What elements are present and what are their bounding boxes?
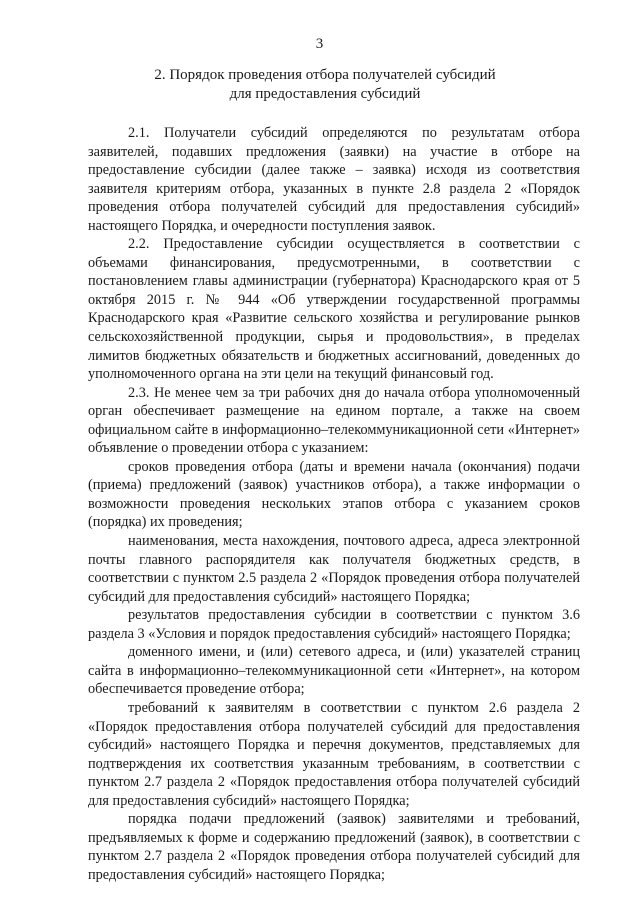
page-number: 3 (315, 36, 324, 52)
document-body (88, 124, 580, 884)
list-item-contacts: наименования, места нахождения, почтового адреса, адреса электронной почты главного распорядителя как получателя бюджетных средств, в соответствии с пунктом 2.5 раздела 2 «Порядок проведения отбора получателей субсидий для предоставления субсидий» настоящего Порядка; (88, 533, 580, 605)
list-item-submission-order: порядка подачи предложений (заявок) заявителями и требований, предъявляемых к форме и содержанию предложений (заявок), в соответствии с пунктом 2.7 раздела 2 «Порядок проведения отбора получателей субсидий для предоставления субсидий» настоящего Порядка; (88, 811, 580, 883)
list-item-results: результатов предоставления субсидии в соответствии с пунктом 3.6 раздела 3 «Условия и порядок предоставления субсидий» настоящего Порядка; (88, 607, 580, 642)
list-item-requirements: требований к заявителям в соответствии с пунктом 2.6 раздела 2 «Порядок предоставления отбора получателей субсидий для предоставления субсидий» настоящего Порядка и перечня документов, представляемых для подтверждения их соответствия указанным требованиям, в соответствии с пунктом 2.7 раздела 2 «Порядок предоставления отбора получателей субсидий для предоставления субсидий» настоящего Порядка; (88, 699, 580, 809)
paragraph-2-1: 2.1. Получатели субсидий определяются по результатам отбора заявителей, подавших предложения (заявки) на участие в отборе на предоставление субсидии (далее также – заявка) исходя из соответствия заявителя критериям отбора, указанных в пункте 2.8 раздела 2 «Порядок проведения отбора получателей субсидий для предоставления субсидий» настоящего Порядка, и очередности поступления заявок. (88, 125, 580, 234)
section-heading-line-1: 2. Порядок проведения отбора получателей субсидий (154, 67, 496, 83)
section-heading-line-2: для предоставления субсидий (229, 86, 421, 102)
paragraph-2-2: 2.2. Предоставление субсидии осуществляется в соответствии с объемами финансирования, предусмотренными, в соответствии с постановлением главы администрации (губернатора) Краснодарского края от 5 октября 2015 г. № 944 «Об утверждении государственной программы Краснодарского края «Развитие сельского хозяйства и регулирование рынков сельскохозяйственной продукции, сырья и продовольствия», в пределах лимитов бюджетных обязательств и бюджетных ассигнований, доведенных до уполномоченного органа на эти цели на текущий финансовый год. (88, 236, 580, 383)
paragraph-2-3: 2.3. Не менее чем за три рабочих дня до начала отбора уполномоченный орган обеспечивает размещение на едином портале, а также на своем официальном сайте в информационно–телекоммуникационной сети «Интернет» объявление о проведении отбора с указанием: (88, 384, 580, 457)
list-item-timing: сроков проведения отбора (даты и времени начала (окончания) подачи (приема) предложений (заявок) участников отбора), а также информации о возможности проведения нескольких этапов отбора с указанием сроков (порядка) их проведения; (88, 458, 580, 531)
section-heading (90, 66, 560, 104)
list-item-domain: доменного имени, и (или) сетевого адреса, и (или) указателей страниц сайта в информационно–телекоммуникационной сети «Интернет», на котором обеспечивается проведение отбора; (88, 644, 580, 698)
